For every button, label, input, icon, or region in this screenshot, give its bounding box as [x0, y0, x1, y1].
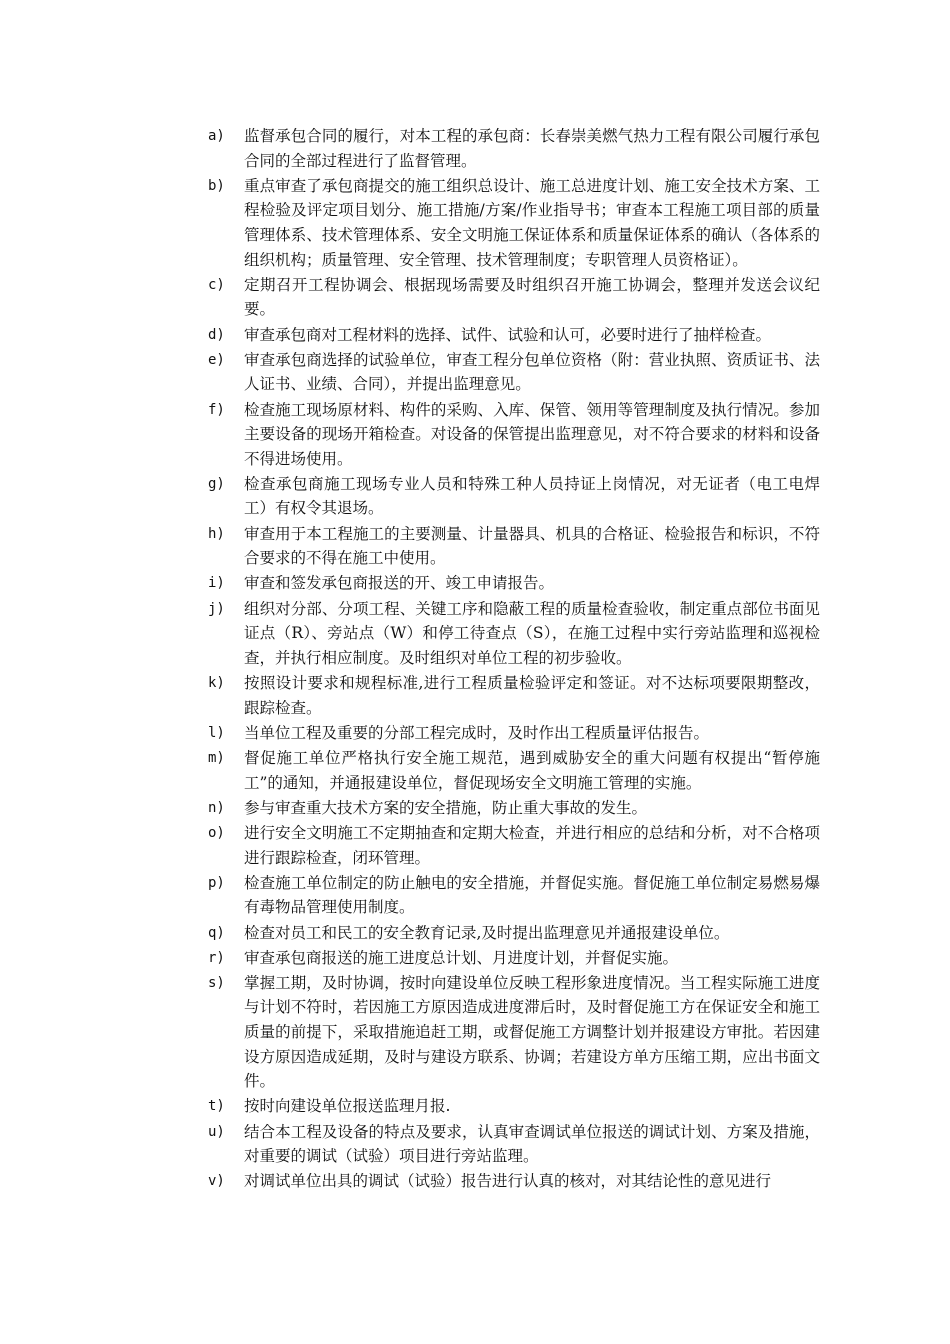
list-marker: m) — [208, 749, 225, 766]
list-item — [208, 323, 820, 348]
list-item-text: 审查承包商选择的试验单位，审查工程分包单位资格（附：营业执照、资质证书、法人证书、业绩、合同），并提出监理意见。 — [244, 350, 820, 394]
list-marker: c) — [208, 276, 225, 293]
list-item — [208, 174, 820, 272]
list-item — [208, 796, 820, 821]
list-item-text: 进行安全文明施工不定期抽查和定期大检查，并进行相应的总结和分析，对不合格项进行跟踪检查，闭环管理。 — [244, 823, 820, 867]
list-marker: b) — [208, 177, 225, 194]
list-item-text: 重点审查了承包商提交的施工组织总设计、施工总进度计划、施工安全技术方案、工程检验及评定项目划分、施工措施/方案/作业指导书；审查本工程施工项目部的质量管理体系、技术管理体系、安全文明施工保证体系和质量保证体系的确认（各体系的组织机构；质量管理、安全管理、技术管理制度；专职管理人员资格证）。 — [244, 176, 820, 269]
list-item-text: 组织对分部、分项工程、关键工序和隐蔽工程的质量检查验收，制定重点部位书面见证点（R）、旁站点（W）和停工待查点（S），在施工过程中实行旁站监理和巡视检查，并执行相应制度。及时组织对单位工程的初步验收。 — [244, 599, 820, 667]
list-marker: d) — [208, 326, 225, 343]
list-item-text: 结合本工程及设备的特点及要求，认真审查调试单位报送的调试计划、方案及措施，对重要的调试（试验）项目进行旁站监理。 — [244, 1122, 820, 1166]
list-item-text: 当单位工程及重要的分部工程完成时，及时作出工程质量评估报告。 — [244, 723, 710, 742]
list-marker: e) — [208, 351, 225, 368]
list-item-text: 审查承包商报送的施工进度总计划、月进度计划，并督促实施。 — [244, 948, 679, 967]
list-item-text: 掌握工期，及时协调，按时向建设单位反映工程形象进度情况。当工程实际施工进度与计划不符时，若因施工方原因造成进度滞后时，及时督促施工方在保证安全和施工质量的前提下，采取措施追赶工期，或督促施工方调整计划并报建设方审批。若因建设方原因造成延期，及时与建设方联系、协调；若建设方单方压缩工期，应出书面文件。 — [244, 973, 820, 1091]
list-marker: n) — [208, 799, 225, 816]
list-item-text: 监督承包合同的履行，对本工程的承包商：长春崇美燃气热力工程有限公司履行承包合同的全部过程进行了监督管理。 — [244, 127, 820, 170]
list-item — [208, 721, 820, 746]
list-marker: g) — [208, 475, 225, 492]
list-item — [208, 671, 820, 720]
list-item — [208, 746, 820, 795]
list-marker: o) — [208, 824, 225, 841]
list-item-text: 审查和签发承包商报送的开、竣工申请报告。 — [244, 574, 555, 593]
list-item-text: 检查对员工和民工的安全教育记录,及时提出监理意见并通报建设单位。 — [244, 923, 730, 942]
list-item — [208, 946, 820, 971]
list-item-text: 检查施工单位制定的防止触电的安全措施，并督促实施。督促施工单位制定易燃易爆有毒物品管理使用制度。 — [244, 873, 820, 917]
list-marker: v) — [208, 1173, 225, 1190]
list-marker: j) — [208, 600, 225, 617]
list-item — [208, 921, 820, 946]
list-item — [208, 871, 820, 920]
supervision-duty-list — [208, 124, 820, 1195]
list-item — [208, 1094, 820, 1119]
list-marker: l) — [208, 724, 225, 741]
list-item — [208, 1120, 820, 1169]
list-marker: h) — [208, 525, 225, 542]
list-item-text: 督促施工单位严格执行安全施工规范，遇到威胁安全的重大问题有权提出“暂停施工”的通知，并通报建设单位，督促现场安全文明施工管理的实施。 — [244, 748, 820, 792]
list-item-text: 审查承包商对工程材料的选择、试件、试验和认可，必要时进行了抽样检查。 — [244, 325, 772, 344]
list-marker: a) — [208, 128, 225, 144]
list-item-text: 审查用于本工程施工的主要测量、计量器具、机具的合格证、检验报告和标识，不符合要求的不得在施工中使用。 — [244, 524, 820, 568]
list-item — [208, 1169, 820, 1194]
list-marker: t) — [208, 1098, 225, 1115]
list-marker: q) — [208, 924, 225, 941]
list-marker: f) — [208, 401, 225, 418]
list-item — [208, 971, 820, 1094]
list-item-text: 按照设计要求和规程标准,进行工程质量检验评定和签证。对不达标项要限期整改，跟踪检查。 — [244, 674, 820, 717]
list-item — [208, 398, 820, 472]
list-marker: k) — [208, 675, 225, 691]
list-item — [208, 348, 820, 397]
list-item — [208, 571, 820, 596]
list-item-text: 检查承包商施工现场专业人员和特殊工种人员持证上岗情况，对无证者（电工电焊工）有权令其退场。 — [244, 474, 820, 518]
list-marker: p) — [208, 874, 225, 891]
list-marker: s) — [208, 974, 225, 991]
list-item — [208, 597, 820, 671]
list-item — [208, 821, 820, 870]
list-marker: u) — [208, 1123, 225, 1140]
list-item — [208, 472, 820, 521]
list-marker: i) — [208, 575, 225, 592]
list-item-text: 检查施工现场原材料、构件的采购、入库、保管、领用等管理制度及执行情况。参加主要设备的现场开箱检查。对设备的保管提出监理意见，对不符合要求的材料和设备不得进场使用。 — [244, 400, 820, 468]
list-item-text: 参与审查重大技术方案的安全措施，防止重大事故的发生。 — [244, 798, 648, 817]
list-marker: r) — [208, 949, 225, 966]
list-item — [208, 124, 820, 173]
list-item-text: 定期召开工程协调会、根据现场需要及时组织召开施工协调会，整理并发送会议纪要。 — [244, 275, 820, 319]
list-item-text: 对调试单位出具的调试（试验）报告进行认真的核对，对其结论性的意见进行 — [244, 1172, 772, 1191]
list-item-text: 按时向建设单位报送监理月报. — [244, 1097, 451, 1116]
list-item — [208, 522, 820, 571]
list-item — [208, 273, 820, 322]
